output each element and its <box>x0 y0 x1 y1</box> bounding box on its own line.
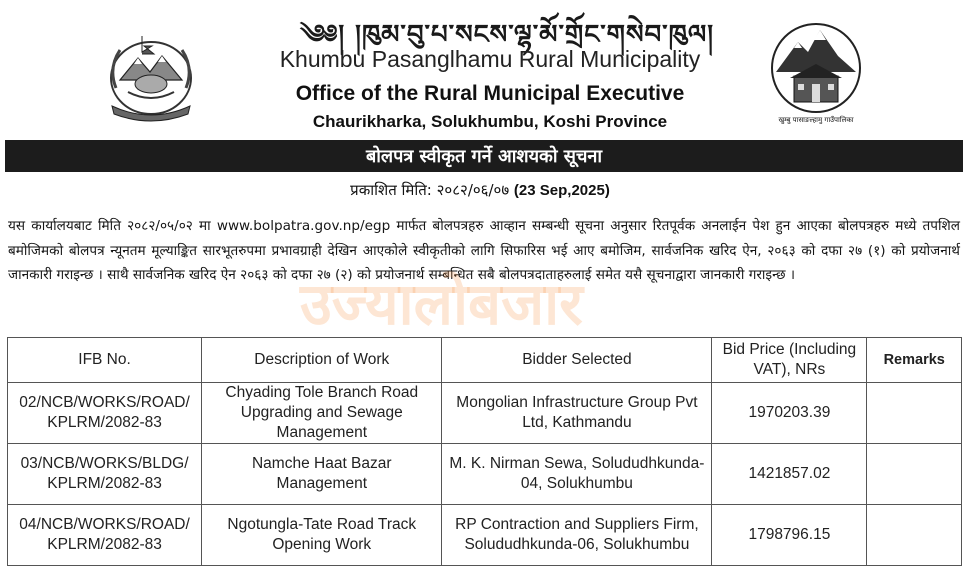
watermark-text: उज्यालोबजार <box>300 270 583 338</box>
ifb-no-cell: 04/NCB/WORKS/ROAD/ KPLRM/2082-83 <box>8 505 202 566</box>
table-row <box>8 383 962 444</box>
municipality-name: Khumbu Pasanglhamu Rural Municipality <box>279 46 701 72</box>
bidder-cell: M. K. Nirman Sewa, Solududhkunda-04, Solukhumbu <box>442 444 712 505</box>
office-address: Chaurikharka, Solukhumbu, Koshi Province <box>312 112 668 131</box>
col-bidder: Bidder Selected <box>442 338 712 383</box>
tibetan-title: ༄༅། །ཁུམ་བུ་པ་སངས་ལྷ་མོ་གྲོང་གསེབ་ཁུལ། <box>300 20 714 50</box>
bid-price-cell: 1421857.02 <box>712 444 867 505</box>
municipality-logo-icon <box>768 22 864 126</box>
col-remarks: Remarks <box>867 338 962 383</box>
remarks-cell <box>867 383 962 444</box>
bidder-cell: Mongolian Infrastructure Group Pvt Ltd, Kathmandu <box>442 383 712 444</box>
logo-caption: खुम्बु पासाङल्हामु गाउँपालिका <box>778 116 854 124</box>
office-name: Office of the Rural Municipal Executive <box>295 82 685 105</box>
col-ifb-no: IFB No. <box>8 338 202 383</box>
work-description-cell: Chyading Tole Branch Road Upgrading and Sewage Management <box>202 383 442 444</box>
nepal-emblem-icon <box>98 28 204 124</box>
published-label: प्रकाशित मिति: २०८२/०६/०७ <box>350 181 510 199</box>
selected-bids-table <box>7 337 962 566</box>
notice-body: यस कार्यालयबाट मिति २०८२/०५/०२ मा www.bolpatra.gov.np/egp मार्फत बोलपत्रहरु आव्हान सम्बन्धी सूचना अनुसार रितपूर्वक अनलाईन पेश हुन आएका बोलपत्रहरु मध्ये तपशिल बमोजिमको बोलपत्र न्यूनतम मूल्याङ्कित सारभूतरुपमा प्रभावग्राही देखिन आएकोले स्वीकृतीको लागि सिफारिस भई आए बमोजिम, सार्वजनिक खरिद ऐन, २०६३ को दफा २७ (१) को प्रयोजनार्थ जानकारी गराइन्छ । साथै सार्वजनिक खरिद ऐन २०६३ को दफा २७ (२) को प्रयोजनार्थ सम्बन्धित सबै बोलपत्रदाताहरुलाई समेत यसै सूचनाद्वारा जानकारी गराइन्छ । <box>8 218 960 283</box>
table-header-row <box>8 338 962 383</box>
ifb-no-cell: 03/NCB/WORKS/BLDG/ KPLRM/2082-83 <box>8 444 202 505</box>
work-description-cell: Ngotungla-Tate Road Track Opening Work <box>202 505 442 566</box>
remarks-cell <box>867 505 962 566</box>
bid-price-cell: 1970203.39 <box>712 383 867 444</box>
table-row <box>8 505 962 566</box>
bid-price-cell: 1798796.15 <box>712 505 867 566</box>
work-description-cell: Namche Haat Bazar Management <box>202 444 442 505</box>
ifb-no-cell: 02/NCB/WORKS/ROAD/ KPLRM/2082-83 <box>8 383 202 444</box>
notice-title-banner <box>5 140 963 172</box>
published-date-en: (23 Sep,2025) <box>513 182 610 199</box>
col-description: Description of Work <box>202 338 442 383</box>
remarks-cell <box>867 444 962 505</box>
published-date <box>200 180 760 200</box>
table-row <box>8 444 962 505</box>
notice-title: बोलपत्र स्वीकृत गर्ने आशयको सूचना <box>365 146 603 167</box>
bidder-cell: RP Contraction and Suppliers Firm, Solududhkunda-06, Solukhumbu <box>442 505 712 566</box>
col-bid-price: Bid Price (Including VAT), NRs <box>712 338 867 383</box>
